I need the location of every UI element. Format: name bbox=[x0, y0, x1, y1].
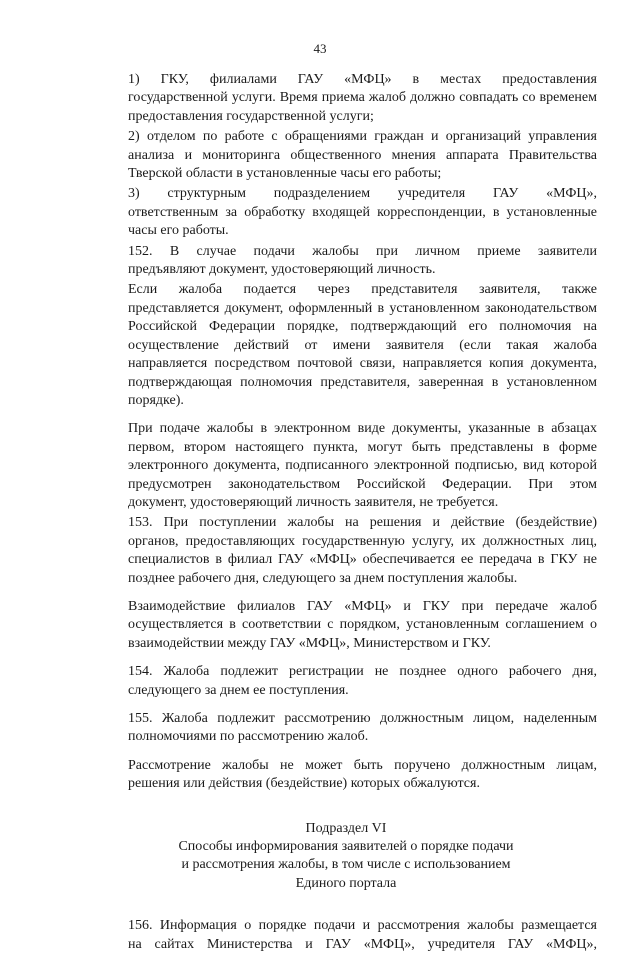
paragraph-152 bbox=[95, 243, 597, 280]
text-line: Тверской области в установленные часы его работы; bbox=[128, 166, 442, 182]
text-line: взаимодействии между ГАУ «МФЦ», Министерством и ГКУ. bbox=[128, 635, 491, 651]
text-line: Взаимодействие филиалов ГАУ «МФЦ» и ГКУ при передаче жалоб bbox=[128, 598, 597, 614]
text-line: 154. Жалоба подлежит регистрации не позднее одного рабочего дня, bbox=[128, 664, 597, 680]
text-line: электронного документа, подписанного электронной подписью, вид которой bbox=[128, 458, 597, 474]
paragraph-item-2 bbox=[95, 128, 597, 183]
text-line: При подаче жалобы в электронном виде документы, указанные в абзацах bbox=[128, 421, 597, 437]
page-number: 43 bbox=[313, 41, 327, 56]
text-line: 3) структурным подразделением учредителя ГАУ «МФЦ», bbox=[128, 186, 597, 202]
paragraph-156 bbox=[95, 917, 597, 954]
text-line: осуществление действий от имени заявителя (если такая жалоба bbox=[128, 337, 597, 353]
text-line: позднее рабочего дня, следующего за днем поступления жалобы. bbox=[128, 570, 518, 586]
text-line: 2) отделом по работе с обращениями граждан и организаций управления bbox=[128, 129, 597, 145]
text-line: 155. Жалоба подлежит рассмотрению должностным лицом, наделенным bbox=[128, 711, 597, 726]
text-line: предоставления государственной услуги; bbox=[128, 108, 374, 124]
subsection-title-line: Способы информирования заявителей о порядке подачи bbox=[178, 839, 514, 855]
text-line: Рассмотрение жалобы не может быть поручено должностным лицам, bbox=[128, 757, 597, 773]
paragraph-electronic bbox=[95, 420, 597, 512]
paragraph-item-1 bbox=[95, 71, 597, 126]
text-line: 152. В случае подачи жалобы при личном приеме заявители bbox=[128, 243, 597, 259]
text-line: ответственным за обработку входящей корреспонденции, в установленные bbox=[128, 204, 597, 220]
text-line: решения или действия (бездействие) которых обжалуются. bbox=[128, 776, 480, 792]
text-line: часы его работы. bbox=[128, 223, 229, 239]
subsection-title-line: и рассмотрения жалобы, в том числе с использованием bbox=[181, 857, 511, 873]
text-line: государственной услуги. Время приема жалоб должно совпадать со временем bbox=[128, 90, 597, 106]
text-line: подтверждающая полномочия представителя, заверенная в установленном bbox=[128, 374, 597, 390]
text-line: 156. Информация о порядке подачи и рассмотрения жалобы размещается bbox=[128, 918, 597, 934]
text-line: специалистов в филиал ГАУ «МФЦ» обеспечивается ее передача в ГКУ не bbox=[128, 552, 597, 568]
paragraph-153 bbox=[95, 514, 597, 588]
text-line: предъявляют документ, удостоверяющий личность. bbox=[128, 262, 436, 278]
subsection-number: Подраздел VI bbox=[305, 820, 387, 836]
text-line: осуществляется в соответствии с порядком, установленным соглашением о bbox=[128, 617, 597, 633]
subsection-title-line: Единого портала bbox=[295, 875, 397, 891]
text-line: направляется посредством почтовой связи, направляется копия документа, bbox=[128, 356, 597, 372]
text-line: Если жалоба подается через представителя заявителя, также bbox=[128, 282, 597, 298]
paragraph-consideration bbox=[95, 757, 597, 794]
paragraph-interaction bbox=[95, 598, 597, 653]
text-line: 153. При поступлении жалобы на решения и действие (бездействие) bbox=[128, 515, 597, 531]
text-line: анализа и мониторинга общественного мнения аппарата Правительства bbox=[128, 147, 597, 163]
text-line: первом, втором настоящего пункта, могут быть представлены в форме bbox=[128, 439, 597, 455]
paragraph-representative bbox=[95, 281, 597, 410]
text-line: порядке). bbox=[128, 392, 184, 408]
paragraph-154 bbox=[95, 663, 597, 700]
text-line: 1) ГКУ, филиалами ГАУ «МФЦ» в местах предоставления bbox=[128, 72, 597, 87]
paragraph-155 bbox=[95, 710, 597, 747]
document-body bbox=[95, 71, 597, 956]
text-line: полномочиями по рассмотрению жалоб. bbox=[128, 729, 369, 745]
text-line: представляется документ, оформленный в установленном законодательством bbox=[128, 300, 597, 316]
text-line: следующего за днем ее поступления. bbox=[128, 682, 349, 698]
subsection-heading bbox=[95, 820, 597, 894]
text-line: Российской Федерации порядке, подтверждающий его полномочия на bbox=[128, 319, 597, 335]
paragraph-item-3 bbox=[95, 185, 597, 240]
text-line: предусмотрен законодательством Российской Федерации. При этом bbox=[128, 476, 597, 492]
text-line: на сайтах Министерства и ГАУ «МФЦ», учредителя ГАУ «МФЦ», bbox=[128, 936, 597, 952]
text-line: документ, удостоверяющий личность заявителя, не требуется. bbox=[128, 494, 499, 510]
text-line: органов, предоставляющих государственную услугу, их должностных лиц, bbox=[128, 533, 597, 549]
